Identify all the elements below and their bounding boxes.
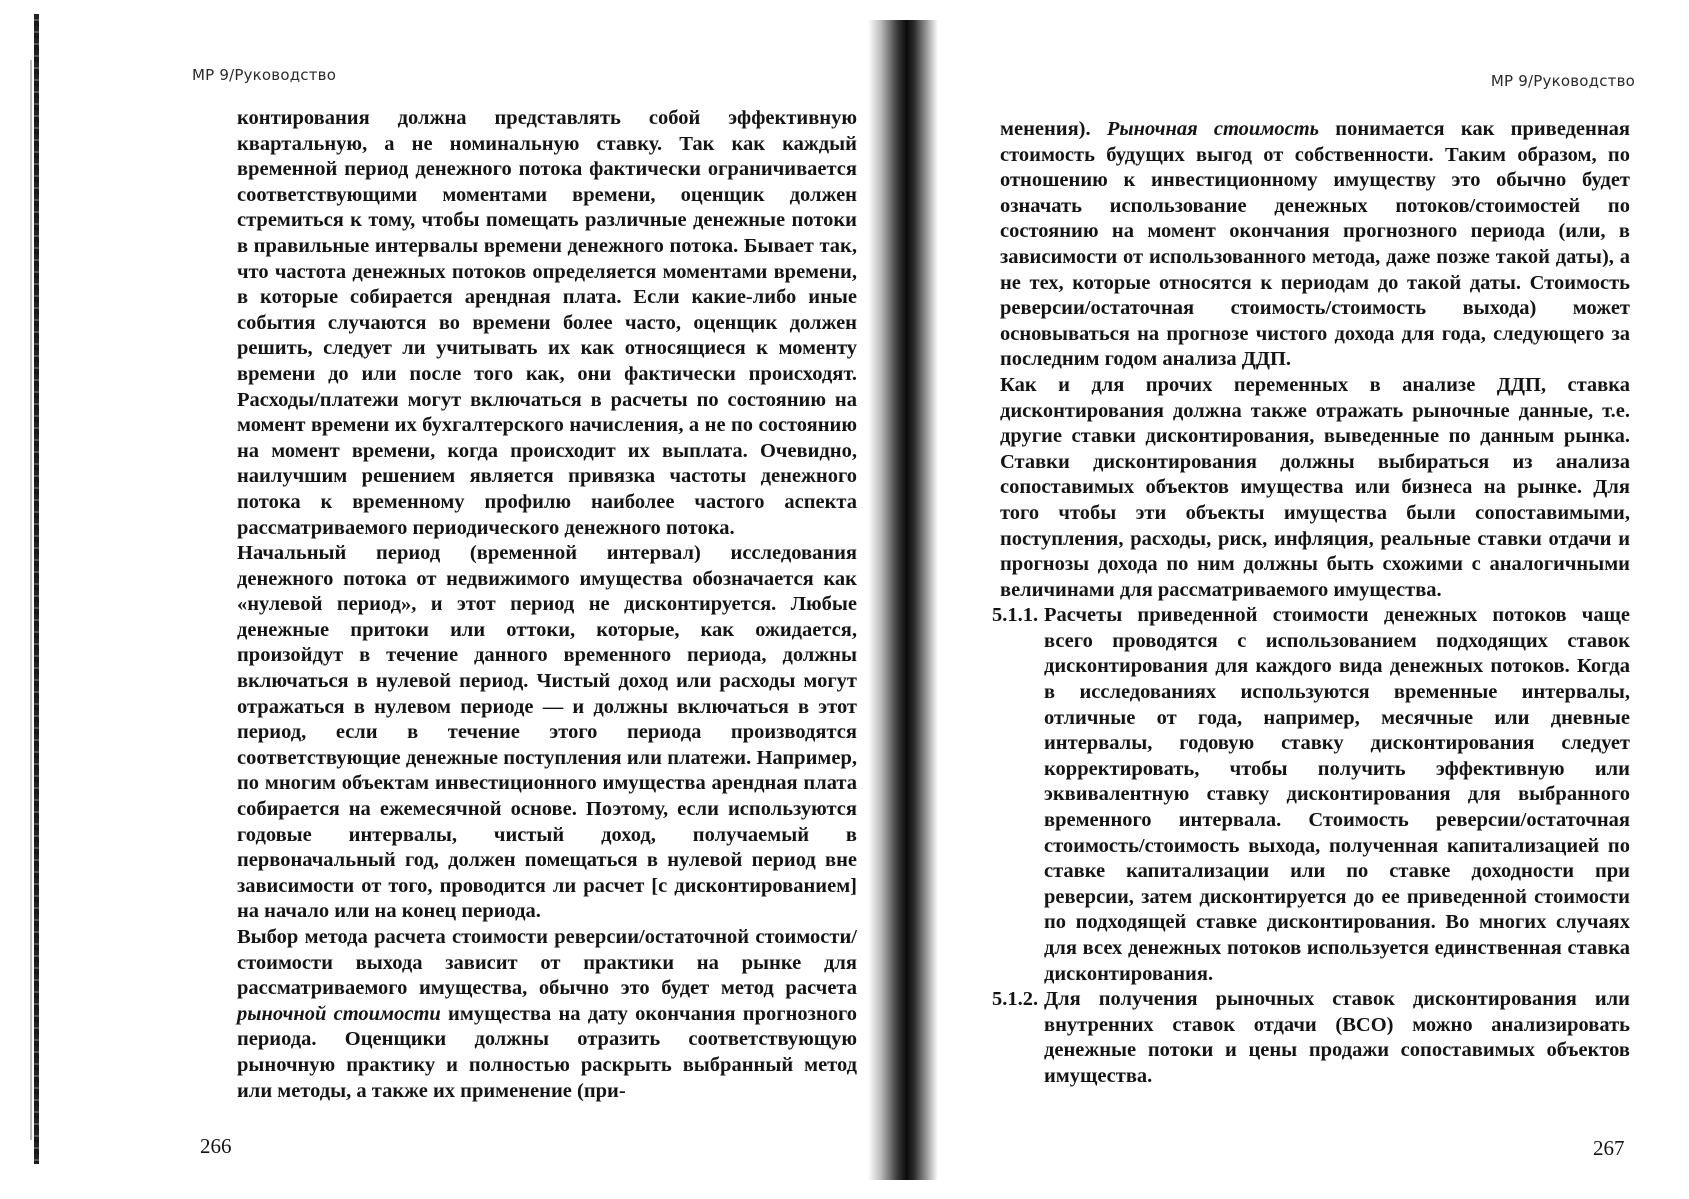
left-paragraph-3-end: имущества на дату окончания прогнозного периода. Оценщики должны отразить соответствующую рыночную практику и полностью раскрыть выбранный метод или методы, а также их применение (при- — [237, 1002, 857, 1102]
left-paragraph-3-start: Выбор метода расчета стоимости реверсии/остаточной стоимости/ стоимости выхода зависит от практики на рынке для рассматриваемого имущества, обычно это будет метод расчета — [237, 926, 857, 1000]
right-paragraph-1-start: менения). — [1000, 118, 1107, 140]
item-text: Расчеты приведенной стоимости денежных потоков чаще всего проводятся с использованием подходящих ставок дисконтирования для каждого вида денежных потоков. Когда в исследованиях используются временные интервалы, отличные от года, например, месячные или дневные интервалы, годовую ставку дисконтирования следует корректировать, чтобы получить эффективную или эквивалентную ставку дисконтирования для выбранного временного интервала. Стоимость реверсии/остаточная стоимость/стоимость выхода, полученная капитализацией по ставке капитализации или по ставке доходности при реверсии, затем дисконтируется до ее приведенной стоимости по подходящей ставке дисконтирования. Во многих случаях для всех денежных потоков используется единственная ставка дисконтирования. — [1044, 604, 1630, 985]
running-header-left: МР 9/Руководство — [192, 66, 337, 84]
item-number: 5.1.1. — [992, 604, 1039, 627]
left-paragraph-3 — [237, 925, 857, 1104]
italic-term-market-value: рыночной стоимости — [237, 1002, 441, 1025]
italic-term-market-value: Рыночная стоимость — [1106, 118, 1320, 140]
page-number-left: 266 — [200, 1134, 232, 1158]
left-page-body — [237, 106, 857, 1104]
binding-edge-shadow — [30, 60, 32, 1140]
right-page-body — [992, 117, 1630, 1090]
item-number: 5.1.2. — [992, 988, 1039, 1011]
right-paragraph-2: Как и для прочих переменных в анализе ДДП, ставка дисконтирования должна также отражать рыночные данные, т.е. другие ставки дисконтирования, выведенные по данным рынка. Ставки дисконтирования должны выбираться из анализа сопоставимых объектов имущества или бизнеса на рынке. Для того чтобы эти объекты имущества были сопоставимыми, поступления, расходы, риск, инфляция, реальные ставки отдачи и прогнозы дохода по ним должны быть схожими с аналогичными величинами для рассматриваемого имущества. — [1000, 373, 1630, 601]
left-paragraph-2: Начальный период (временной интервал) исследования денежного потока от недвижимого имущества обозначается как «нулевой период», и этот период не дисконтируется. Любые денежные притоки или оттоки, которые, как ожидается, произойдут в течение данного временного периода, должны включаться в нулевой период. Чистый доход или расходы могут отражаться в нулевом периоде — и должны включаться в этот период, если в течение этого периода производятся соответствующие денежные поступления или платежи. Например, по многим объектам инвестиционного имущества арендная плата собирается на ежемесячной основе. Поэтому, если используются годовые интервалы, чистый доход, получаемый в первоначальный год, должен помещаться в нулевой период вне зависимости от того, проводится ли расчет [с дисконтированием] на начало или на конец периода. — [237, 542, 857, 923]
numbered-item-5-1-2 — [992, 987, 1630, 1089]
numbered-item-5-1-1 — [992, 603, 1630, 987]
running-header-right: МР 9/Руководство — [1490, 72, 1635, 90]
left-paragraph-1: контирования должна представлять собой эффективную квартальную, а не номинальную ставку. Так как каждый временной период денежного потока фактически ограничивается соответствующими моментами времени, оценщик должен стремиться к тому, чтобы помещать различные денежные потоки в правильные интервалы времени денежного потока. Бывает так, что частота денежных потоков определяется моментами времени, в которые собирается арендная плата. Если какие-либо иные события случаются во времени более часто, оценщик должен решить, следует ли учитывать их как относящиеся к моменту времени до или после того как, они фактически происходят. Расходы/платежи могут включаться в расчеты по состоянию на момент времени их бухгалтерского начисления, а не по состоянию на момент времени, когда происходит их выплата. Очевидно, наилучшим решением является привязка частоты денежного потока к временному профилю наиболее частого аспекта рассматриваемого периодического денежного потока. — [237, 107, 857, 539]
page-number-right: 267 — [1593, 1136, 1625, 1160]
right-paragraph-1-end: понимается как приведенная стоимость будущих выгод от собственности. Таким образом, по отношению к инвестиционному имуществу это обычно будет означать использование денежных потоков/стоимостей по состоянию на момент окончания прогнозного периода (или, в зависимости от использованного метода, даже позже такой даты), а не тех, которые относятся к периодам до такой даты. Стоимость реверсии/остаточная стоимость/стоимость выхода) может основываться на прогнозе чистого дохода для года, следующего за последним годом анализа ДДП. — [1000, 118, 1630, 371]
binding-edge — [34, 14, 39, 1164]
right-paragraph-1 — [1000, 117, 1630, 373]
item-text: Для получения рыночных ставок дисконтирования или внутренних ставок отдачи (ВСО) можно анализировать денежные потоки и цены продажи сопоставимых объектов имущества. — [1044, 988, 1630, 1087]
